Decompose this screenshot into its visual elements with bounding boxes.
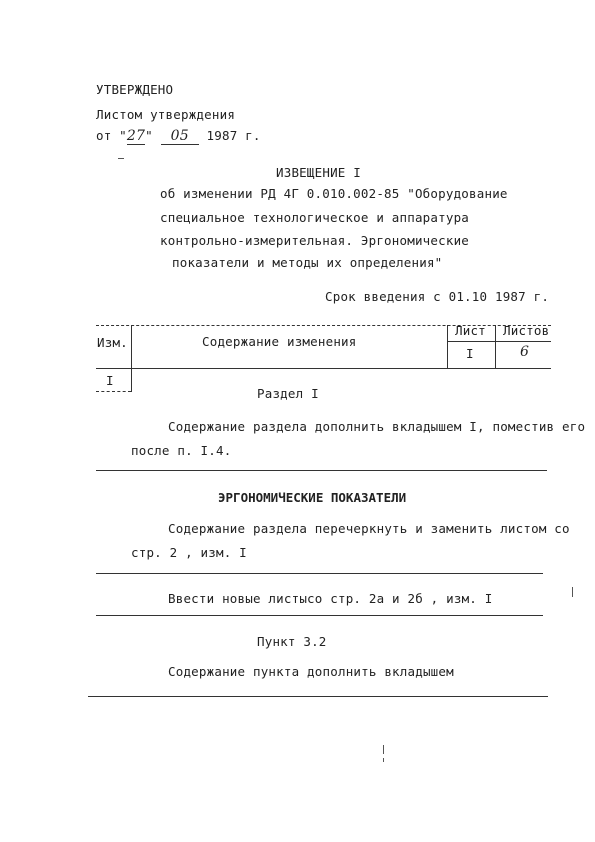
- notice-line-2: специальное технологическое и аппаратура: [160, 210, 470, 225]
- effective-date: Срок введения с 01.10 1987 г.: [325, 289, 550, 304]
- approval-line: Листом утверждения: [96, 107, 236, 122]
- scan-mark-1: [383, 745, 384, 754]
- approval-year: 1987 г.: [206, 128, 261, 143]
- date-prefix: от ": [96, 128, 127, 143]
- sheet-value: I: [466, 346, 474, 361]
- date-quote: ": [145, 128, 153, 143]
- approval-date: [96, 128, 261, 145]
- col-sheets: Листов: [503, 323, 550, 338]
- notice-title: ИЗВЕЩЕНИЕ I: [276, 165, 361, 180]
- col-content: Содержание изменения: [202, 334, 357, 349]
- col-sheet: Лист: [455, 323, 486, 338]
- new-sheets-rule: [96, 615, 543, 616]
- table-divider-izm: [131, 325, 132, 369]
- approval-day: 27: [126, 128, 146, 144]
- notice-line-3: контрольно-измерительная. Эргономические: [160, 233, 470, 248]
- ergo-text-1: Содержание раздела перечеркнуть и заменить листом со: [168, 521, 570, 536]
- scan-mark-2: [383, 758, 384, 762]
- ergo-text-2: стр. 2 , изм. I: [131, 545, 247, 560]
- col-izm: Изм.: [97, 335, 128, 350]
- izm-number: I: [106, 373, 114, 388]
- sheets-value: 6: [520, 344, 530, 360]
- section-title: Раздел I: [257, 386, 319, 401]
- ergo-title: ЭРГОНОМИЧЕСКИЕ ПОКАЗАТЕЛИ: [218, 490, 407, 505]
- table-sheet-rule: [447, 341, 551, 342]
- approval-title: УТВЕРЖДЕНО: [96, 82, 174, 97]
- izm-divider: [131, 368, 132, 392]
- notice-line-1: об изменении РД 4Г 0.010.002-85 "Оборудование: [160, 186, 508, 201]
- izm-underline: [96, 391, 131, 392]
- approval-month: 05: [161, 128, 199, 145]
- table-divider-sheet: [495, 325, 496, 369]
- section-rule: [96, 470, 547, 471]
- section-text-1: Содержание раздела дополнить вкладышем I, поместив его: [168, 419, 586, 434]
- table-divider-content: [447, 325, 448, 369]
- ergo-rule: [96, 573, 543, 574]
- table-bottom-rule: [96, 368, 551, 369]
- new-sheets-text: Ввести новые листыco стр. 2a и 2б , изм. I: [168, 591, 493, 606]
- item-title: Пункт 3.2: [257, 634, 327, 649]
- margin-mark: [572, 587, 573, 597]
- item-text: Содержание пункта дополнить вкладышем: [168, 664, 454, 679]
- ink-mark: [118, 158, 124, 159]
- item-rule: [88, 696, 548, 697]
- notice-line-4: показатели и методы их определения": [172, 255, 443, 270]
- section-text-2: после п. I.4.: [131, 443, 232, 458]
